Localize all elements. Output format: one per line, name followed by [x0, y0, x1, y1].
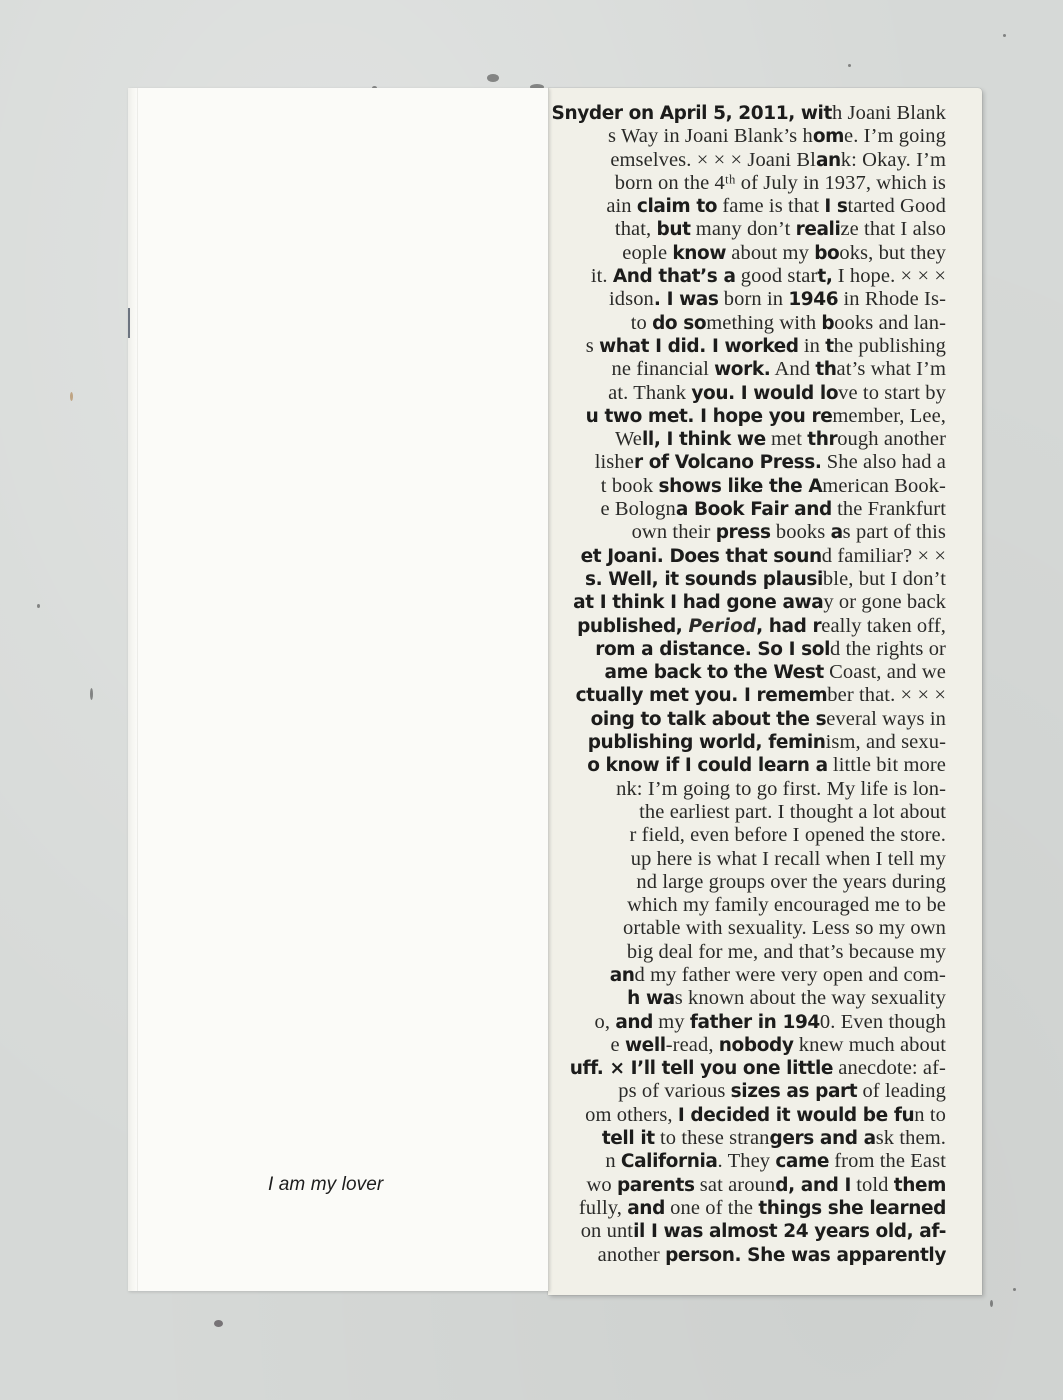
text-run: books	[770, 521, 831, 544]
bold-text-run: th	[815, 359, 837, 381]
bold-text-run: you. I would lo	[691, 382, 839, 404]
bold-text-run: a	[830, 522, 843, 544]
bold-text-run: came	[775, 1151, 830, 1173]
text-run: -read,	[665, 1033, 719, 1056]
text-run: lishe	[594, 451, 634, 474]
text-line	[548, 731, 946, 754]
text-line	[548, 288, 946, 311]
text-run: born on the 4ᵗʰ of July in 1937, which is	[614, 171, 946, 194]
right-page	[548, 88, 982, 1295]
dust-speck	[70, 392, 73, 401]
bold-text-run: r of Volcano Press.	[633, 452, 822, 474]
bold-text-run: an	[815, 149, 841, 171]
bold-text-run: father in 194	[689, 1011, 820, 1033]
text-run: I hope. × × ×	[832, 265, 946, 288]
text-line	[548, 1197, 946, 1220]
bold-text-run: h wa	[627, 988, 675, 1010]
text-run: eally taken off,	[821, 614, 946, 637]
text-line	[548, 638, 946, 661]
bold-text-run: oing to talk about the s	[590, 708, 827, 730]
bold-text-run: d, and I	[775, 1174, 851, 1196]
bold-text-run: 1946	[788, 289, 839, 311]
bold-text-run: I decided it would be fu	[677, 1104, 915, 1126]
text-run: s part of this	[842, 521, 946, 544]
text-line	[548, 801, 946, 824]
text-run: d the rights or	[830, 637, 946, 660]
bold-text-run: reali	[795, 219, 841, 241]
text-line	[548, 684, 946, 707]
text-run: many don’t	[690, 218, 796, 241]
text-run: little bit more	[827, 754, 946, 777]
bold-text-run: ame back to the West	[604, 662, 824, 684]
text-run: from the East	[829, 1150, 946, 1173]
text-line	[548, 871, 946, 894]
text-line	[548, 778, 946, 801]
bold-text-run: what I did. I worked	[599, 335, 799, 357]
bold-text-run: rom a distance. So I sol	[595, 638, 831, 660]
cover-title: I am my lover	[268, 1174, 384, 1195]
text-line	[548, 405, 946, 428]
bold-text-run: . I was	[653, 289, 719, 311]
bold-text-run: ctually met you. I remem	[575, 685, 828, 707]
text-line	[548, 568, 946, 591]
bold-text-run: but	[656, 219, 691, 241]
left-page-cover	[128, 88, 549, 1291]
bold-text-run: person. She was apparently	[665, 1244, 946, 1266]
text-run: of leading	[857, 1080, 946, 1103]
text-run: r field, even before I opened the store.	[629, 824, 946, 847]
text-run: om others,	[585, 1103, 678, 1126]
text-line	[548, 312, 946, 335]
text-line	[548, 848, 946, 871]
bold-text-run: thr	[807, 429, 838, 451]
text-run: Coast, and we	[823, 661, 946, 684]
text-run: e. I’m going	[844, 125, 946, 148]
text-line	[548, 1220, 946, 1243]
bold-text-run: b	[821, 312, 835, 334]
text-run: knew much about	[793, 1033, 946, 1056]
text-run: good star	[735, 265, 818, 288]
bold-text-run: an	[609, 964, 635, 986]
text-run: n to	[914, 1103, 946, 1126]
text-run: s	[585, 334, 600, 357]
text-line	[548, 521, 946, 544]
bold-text-run: Snyder on April 5, 2011, wit	[551, 103, 832, 124]
text-line	[548, 987, 946, 1010]
text-run: ne financial	[611, 358, 715, 381]
text-run: 0. Even though	[819, 1010, 946, 1033]
text-run: to	[630, 311, 653, 334]
bold-text-run: et Joani. Does that soun	[580, 545, 822, 567]
text-line	[548, 102, 946, 125]
bold-text-run: and	[627, 1197, 665, 1219]
text-run: tarted Good	[847, 195, 946, 218]
bold-text-run: well	[624, 1034, 666, 1056]
text-run: met	[765, 428, 808, 451]
text-run: sat aroun	[694, 1173, 776, 1196]
text-run: another	[597, 1243, 666, 1266]
text-run: ism, and sexu-	[825, 731, 946, 754]
text-run: born in	[718, 288, 789, 311]
text-run: ooks and lan-	[834, 311, 946, 334]
italic-text-run: Period	[688, 615, 757, 637]
bold-text-run: things she learned	[758, 1197, 946, 1219]
text-line	[548, 1127, 946, 1150]
text-run: to these stran	[654, 1127, 770, 1150]
text-run: my	[653, 1010, 690, 1033]
text-line	[548, 964, 946, 987]
bold-text-run: do so	[652, 312, 707, 334]
text-line	[548, 1150, 946, 1173]
text-line	[548, 1244, 946, 1267]
text-run: d my father were very open and com-	[634, 963, 946, 986]
text-line	[548, 265, 946, 288]
bold-text-run: u two met. I hope you re	[585, 405, 833, 427]
text-run: member, Lee,	[832, 404, 946, 427]
text-line	[548, 661, 946, 684]
text-run: in	[798, 334, 826, 357]
text-run: wo	[586, 1173, 617, 1196]
text-run: ain	[606, 195, 637, 218]
dust-speck	[487, 74, 499, 82]
interview-text-column	[548, 102, 946, 1267]
text-run: he publishing	[833, 334, 946, 357]
bold-text-run: , had r	[756, 615, 822, 637]
text-run: She also had a	[821, 451, 946, 474]
text-line	[548, 382, 946, 405]
spine-edge	[128, 88, 138, 1291]
dust-speck	[214, 1320, 223, 1327]
text-run: anecdote: af-	[833, 1057, 946, 1080]
text-run: fully,	[578, 1196, 628, 1219]
text-run: it.	[590, 265, 613, 288]
text-run: . They	[717, 1150, 776, 1173]
text-run: up here is what I recall when I tell my	[630, 847, 946, 870]
text-run: s known about the way sexuality	[674, 987, 946, 1010]
bold-text-run: at I think I had gone awa	[573, 592, 824, 614]
text-run: mething with	[706, 311, 822, 334]
text-run: ps of various	[618, 1080, 731, 1103]
text-line	[548, 195, 946, 218]
spine-marker	[128, 308, 130, 338]
text-line	[548, 708, 946, 731]
text-run: eople	[622, 241, 673, 264]
text-run: t book	[600, 474, 659, 497]
text-run: y or gone back	[823, 591, 946, 614]
text-line	[548, 498, 946, 521]
dust-speck	[90, 688, 93, 700]
text-run: fame is that	[717, 195, 825, 218]
text-run: And	[770, 358, 816, 381]
bold-text-run: press	[715, 522, 771, 544]
bold-text-run: shows like the A	[658, 475, 823, 497]
text-run: nk: I’m going to go first. My life is lon-	[616, 777, 946, 800]
text-run: on unt	[580, 1220, 634, 1243]
text-line	[548, 917, 946, 940]
text-run: k: Okay. I’m	[840, 148, 946, 171]
text-run: which my family encouraged me to be	[627, 894, 946, 917]
text-run: everal ways in	[826, 707, 946, 730]
text-line	[548, 451, 946, 474]
bold-text-run: and	[615, 1011, 654, 1033]
bold-text-run: know	[672, 242, 727, 264]
text-run: about my	[726, 241, 815, 264]
text-run: ve to start by	[838, 381, 946, 404]
bold-text-run: s. Well, it sounds plausi	[585, 568, 823, 590]
bold-text-run: uff. × I’ll tell you one little	[569, 1058, 834, 1080]
text-run: s Way in Joani Blank’s h	[608, 125, 813, 148]
text-line	[548, 1034, 946, 1057]
text-run: big deal for me, and that’s because my	[626, 940, 946, 963]
text-run: own their	[631, 521, 716, 544]
text-line	[548, 754, 946, 777]
text-run: at. Thank	[608, 381, 692, 404]
text-run: We	[614, 428, 642, 451]
text-line	[548, 358, 946, 381]
text-run: the Frankfurt	[831, 498, 946, 521]
text-run: in Rhode Is-	[838, 288, 946, 311]
bold-text-run: I s	[824, 196, 848, 218]
text-line	[548, 1057, 946, 1080]
bold-text-run: parents	[616, 1174, 695, 1196]
bold-text-run: tell it	[601, 1128, 655, 1150]
text-line	[548, 428, 946, 451]
bold-text-run: t,	[817, 266, 833, 288]
text-run: emselves. × × × Joani Bl	[610, 148, 816, 171]
text-line	[548, 591, 946, 614]
bold-text-run: And that’s a	[612, 266, 736, 288]
text-run: one of the	[664, 1196, 759, 1219]
text-line	[548, 125, 946, 148]
text-run: idson	[608, 288, 654, 311]
text-line	[548, 615, 946, 638]
bold-text-run: claim to	[636, 196, 718, 218]
text-line	[548, 149, 946, 172]
bold-text-run: publishing world, femin	[587, 732, 826, 754]
text-run: that,	[614, 218, 657, 241]
text-run: ortable with sexuality. Less so my own	[622, 917, 946, 940]
text-run: ber that. × × ×	[827, 684, 946, 707]
text-run: e	[610, 1033, 625, 1056]
text-run: e Bologn	[600, 498, 676, 521]
bold-text-run: California	[620, 1151, 718, 1173]
text-line	[548, 335, 946, 358]
text-run: h Joani Blank	[831, 102, 946, 124]
bold-text-run: sizes as part	[730, 1081, 858, 1103]
bold-text-run: om	[812, 126, 845, 148]
dust-speck	[848, 64, 851, 67]
bold-text-run: bo	[814, 242, 840, 264]
bold-text-run: t	[825, 335, 834, 357]
text-line	[548, 1011, 946, 1034]
bold-text-run: a Book Fair and	[675, 499, 832, 521]
text-run: ough another	[837, 428, 946, 451]
dust-speck	[1003, 34, 1006, 37]
text-line	[548, 824, 946, 847]
text-line	[548, 242, 946, 265]
text-run: d familiar? × ×	[821, 544, 946, 567]
dust-speck	[1013, 1288, 1016, 1291]
text-line	[548, 1174, 946, 1197]
text-line	[548, 941, 946, 964]
text-line	[548, 1104, 946, 1127]
text-run: oks, but they	[839, 241, 946, 264]
bold-text-run: nobody	[718, 1034, 794, 1056]
text-run: nd large groups over the years during	[636, 870, 946, 893]
bold-text-run: them	[893, 1174, 946, 1196]
text-line	[548, 475, 946, 498]
bold-text-run: o know if I could learn a	[587, 755, 828, 777]
dust-speck	[37, 604, 40, 608]
bold-text-run: work.	[714, 359, 771, 381]
text-run: the earliest part. I thought a lot about	[639, 800, 946, 823]
text-line	[548, 545, 946, 568]
text-run: at’s what I’m	[836, 358, 946, 381]
text-line	[548, 1080, 946, 1103]
bold-text-run: il I was almost 24 years old, af-	[633, 1221, 946, 1243]
text-line	[548, 172, 946, 195]
text-run: ze that I also	[840, 218, 946, 241]
bold-text-run: ll, I think we	[641, 429, 766, 451]
text-run: o,	[594, 1010, 616, 1033]
bold-text-run: gers and a	[769, 1128, 876, 1150]
text-run: sk them.	[875, 1127, 946, 1150]
text-run: ble, but I don’t	[822, 567, 946, 590]
text-run: merican Book-	[822, 474, 946, 497]
bold-text-run: published,	[577, 615, 689, 637]
text-run: n	[605, 1150, 621, 1173]
dust-speck	[990, 1300, 993, 1307]
text-line	[548, 894, 946, 917]
text-run: told	[851, 1173, 894, 1196]
text-line	[548, 218, 946, 241]
